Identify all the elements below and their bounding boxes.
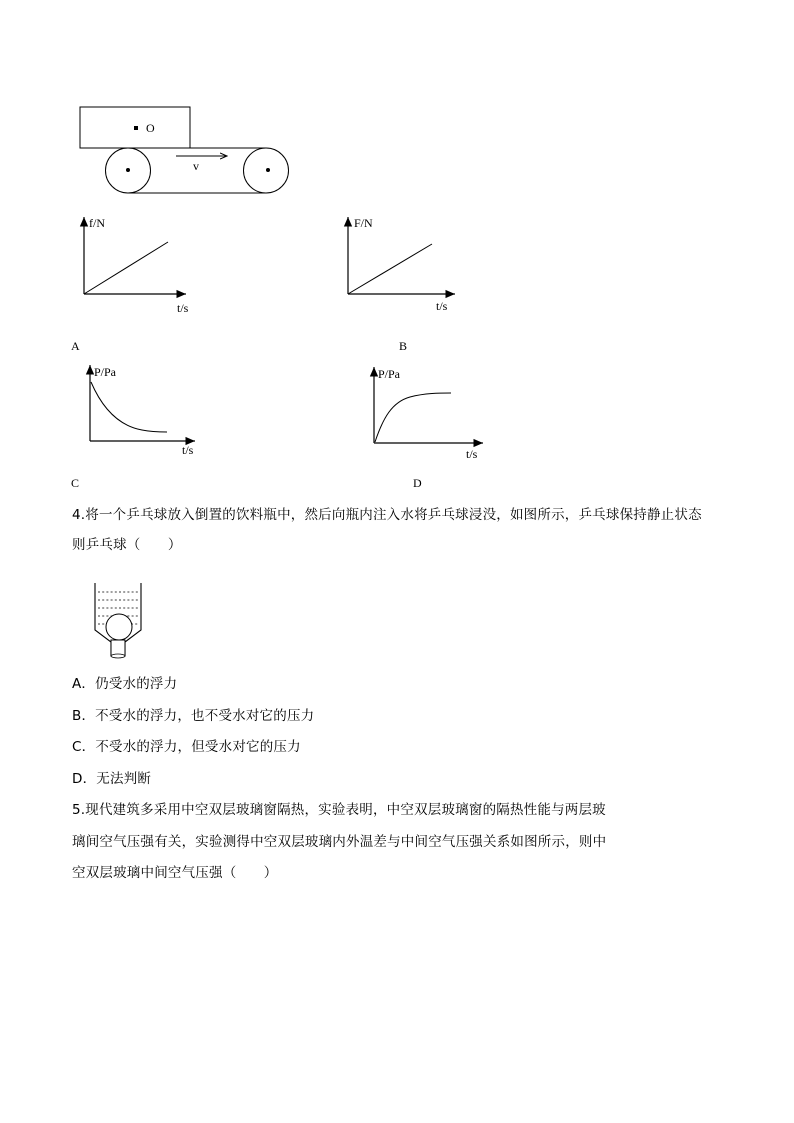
q5-stem-line1: 5.现代建筑多采用中空双层玻璃窗隔热，实验表明，中空双层玻璃窗的隔热性能与两层玻: [72, 802, 606, 818]
q4-option-d: D．无法判断: [72, 771, 152, 787]
graph-d-ylabel: P/Pa: [378, 367, 401, 381]
graph-b-xlabel: t/s: [436, 299, 448, 313]
velocity-label: v: [193, 159, 199, 173]
q4-option-c: C．不受水的浮力，但受水对它的压力: [72, 739, 301, 755]
graph-a-option: A: [71, 339, 80, 353]
graph-a-xlabel: t/s: [177, 301, 189, 315]
q4-stem-line1: 4.将一个乒乓球放入倒置的饮料瓶中，然后向瓶内注入水将乒乓球浸没，如图所示，乒乓球保持静止状态: [72, 507, 702, 523]
q4-option-b: B．不受水的浮力，也不受水对它的压力: [72, 708, 315, 724]
graph-c-ylabel: P/Pa: [94, 365, 117, 379]
q4-option-a: A．仍受水的浮力: [72, 676, 178, 692]
graph-d-xlabel: t/s: [466, 447, 478, 461]
ping-pong-ball: [106, 614, 132, 640]
graph-c-xlabel: t/s: [182, 443, 194, 457]
graph-a-ylabel: f/N: [89, 216, 105, 230]
q5-stem-line2: 璃间空气压强有关，实验测得中空双层玻璃内外温差与中间空气压强关系如图所示，则中: [72, 834, 607, 850]
q4-stem-line2: 则乒乓球（ ）: [72, 537, 182, 553]
graph-b-option: B: [399, 339, 408, 353]
graph-b-ylabel: F/N: [354, 216, 373, 230]
block-label: O: [146, 121, 155, 135]
bottle-mouth: [111, 654, 125, 658]
graph-c-option: C: [71, 476, 80, 490]
q5-stem-line3: 空双层玻璃中间空气压强（ ）: [72, 865, 278, 881]
graph-d-option: D: [413, 476, 422, 490]
